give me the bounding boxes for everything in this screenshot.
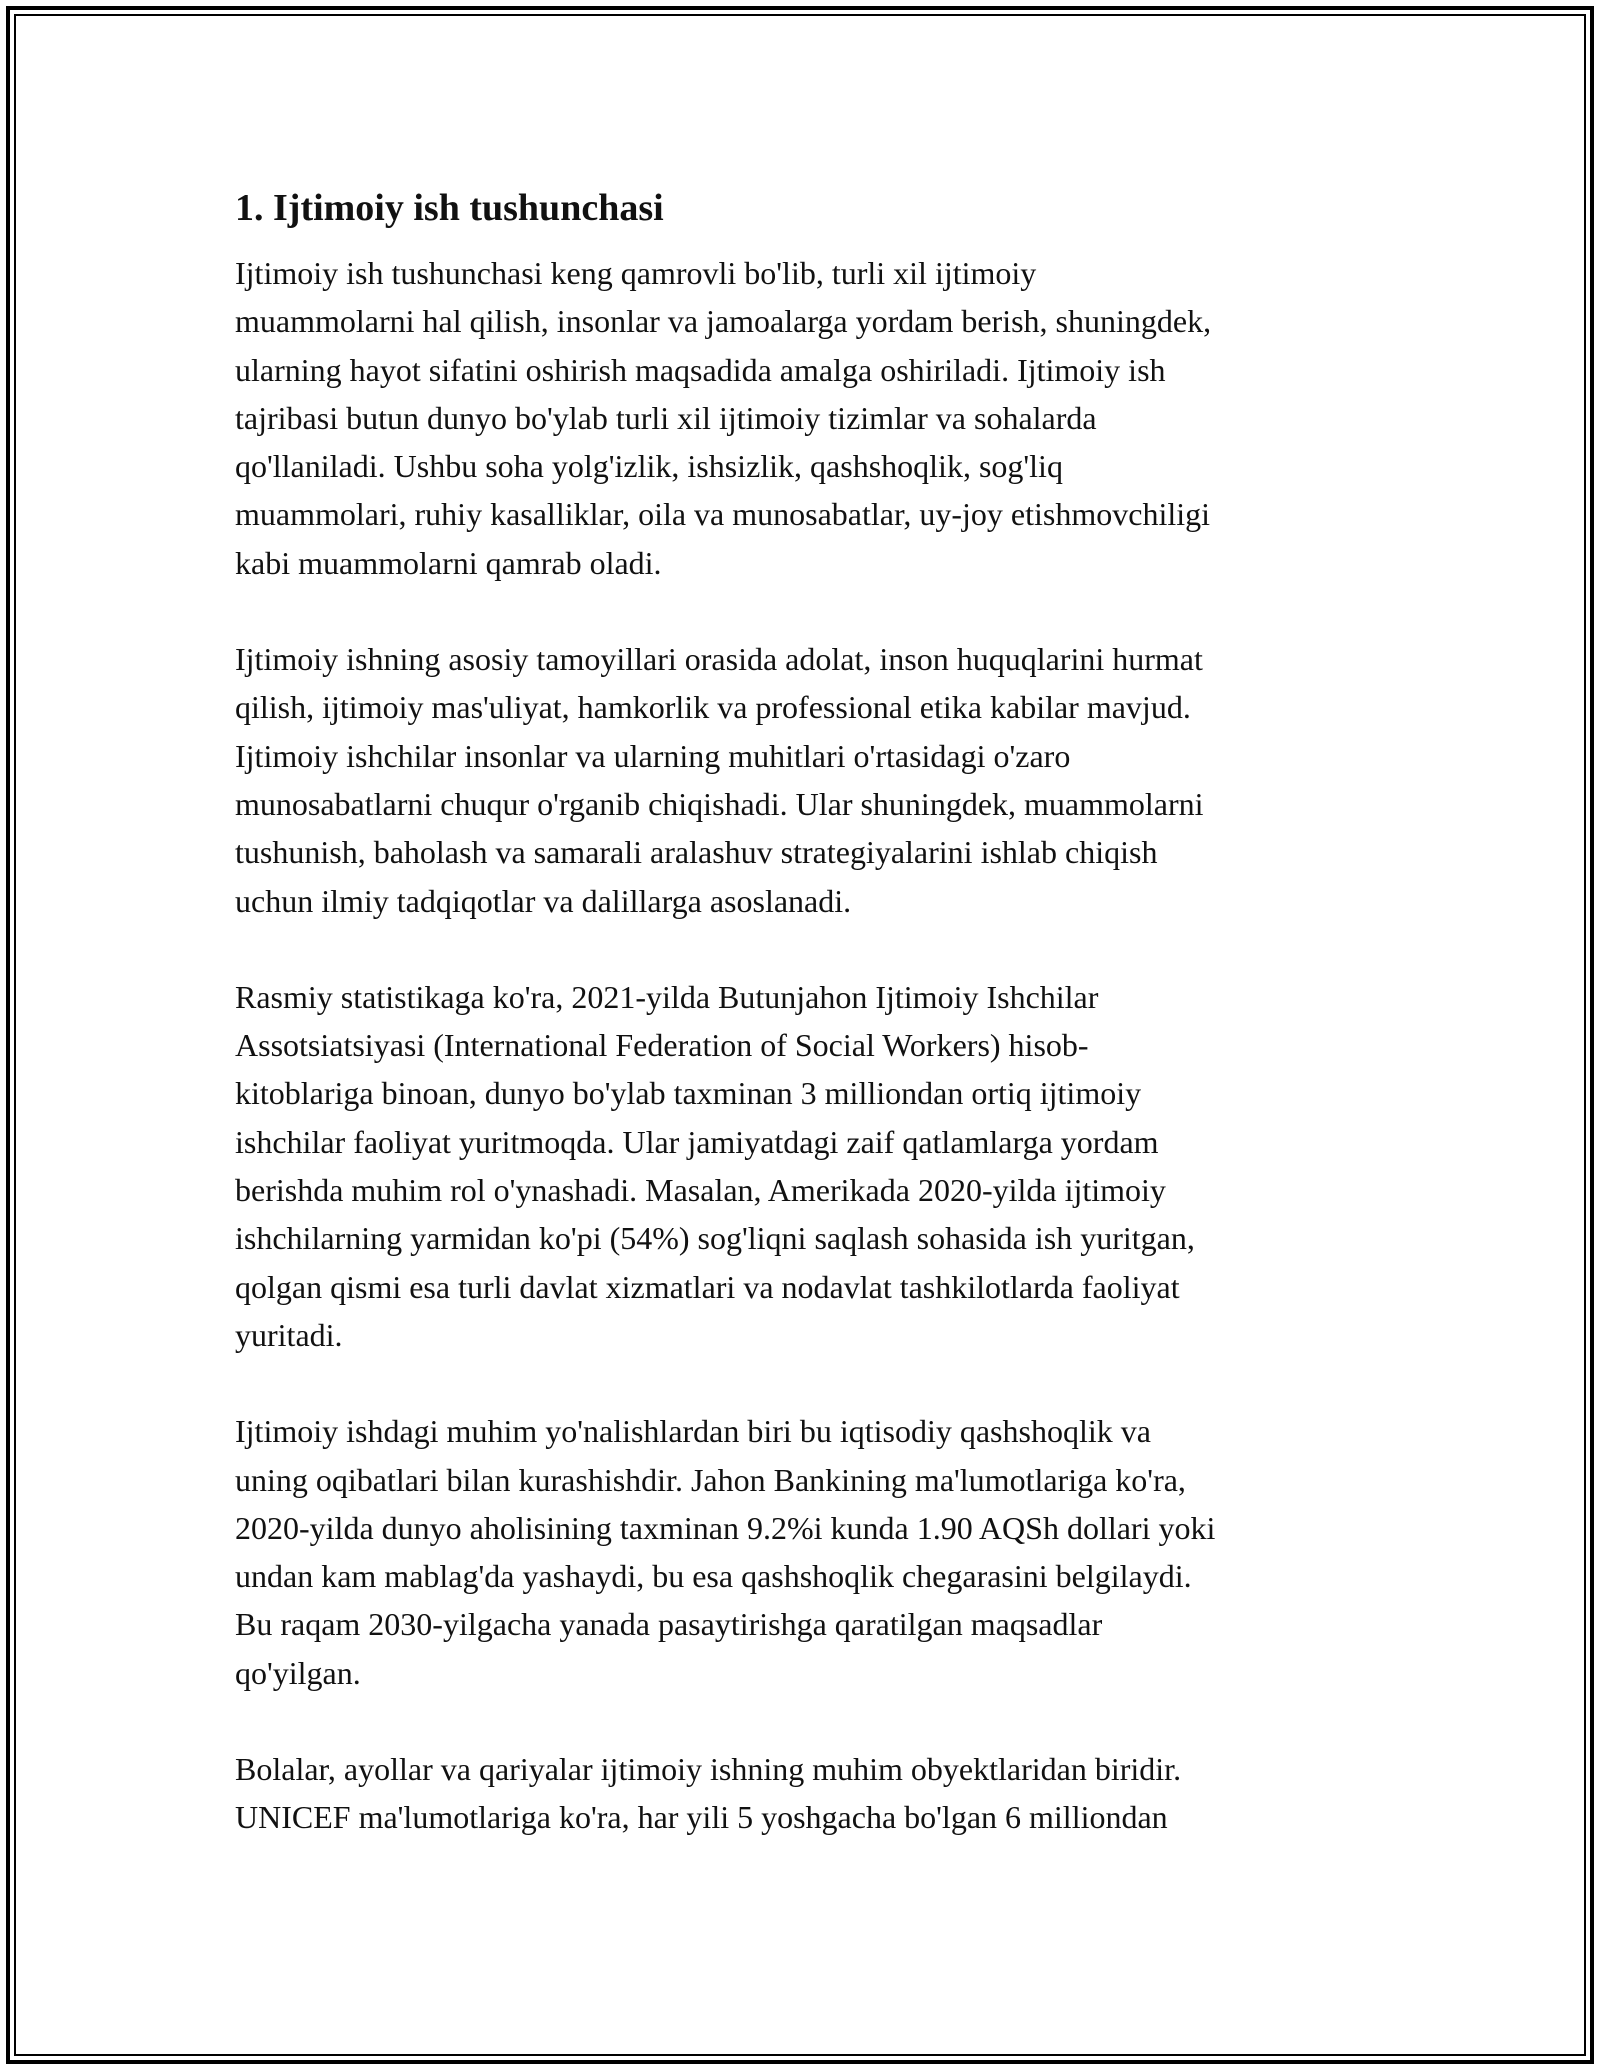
section-title: 1. Ijtimoiy ish tushunchasi — [235, 187, 664, 229]
text-line: Bu raqam 2030-yilgacha yanada pasaytirishga qaratilgan maqsadlar — [235, 1606, 1103, 1643]
paragraph — [235, 249, 1385, 587]
paragraph — [235, 1745, 1385, 1842]
text-line: qo'yilgan. — [235, 1654, 361, 1691]
text-line: Ijtimoiy ishdagi muhim yo'nalishlardan biri bu iqtisodiy qashshoqlik va — [235, 1413, 1151, 1450]
text-line: munosabatlarni chuqur o'rganib chiqishadi. Ular shuningdek, muammolarni — [235, 785, 1204, 822]
text-line: qilish, ijtimoiy mas'uliyat, hamkorlik va professional etika kabilar mavjud. — [235, 689, 1191, 726]
text-line: undan kam mablag'da yashaydi, bu esa qashshoqlik chegarasini belgilaydi. — [235, 1558, 1192, 1595]
text-line: qolgan qismi esa turli davlat xizmatlari va nodavlat tashkilotlarda faoliyat — [235, 1268, 1180, 1305]
text-line: Assotsiatsiyasi (International Federation of Social Workers) hisob- — [235, 1027, 1089, 1064]
text-line: tushunish, baholash va samarali aralashuv strategiyalarini ishlab chiqish — [235, 834, 1158, 871]
text-line: uning oqibatlari bilan kurashishdir. Jahon Bankining ma'lumotlariga ko'ra, — [235, 1461, 1186, 1498]
text-line: muammolarni hal qilish, insonlar va jamoalarga yordam berish, shuningdek, — [235, 303, 1212, 340]
text-line: Ijtimoiy ishning asosiy tamoyillari orasida adolat, inson huquqlarini hurmat — [235, 641, 1203, 678]
text-line: Rasmiy statistikaga ko'ra, 2021-yilda Butunjahon Ijtimoiy Ishchilar — [235, 978, 1099, 1015]
text-line: yuritadi. — [235, 1316, 343, 1353]
text-line: Ijtimoiy ish tushunchasi keng qamrovli bo'lib, turli xil ijtimoiy — [235, 255, 1037, 291]
paragraph — [235, 635, 1385, 925]
text-line: muammolari, ruhiy kasalliklar, oila va munosabatlar, uy-joy etishmovchiligi — [235, 496, 1210, 533]
text-line: 2020-yilda dunyo aholisining taxminan 9.2%i kunda 1.90 AQSh dollari yoki — [235, 1509, 1216, 1546]
text-line: tajribasi butun dunyo bo'ylab turli xil ijtimoiy tizimlar va sohalarda — [235, 399, 1097, 436]
document-body — [235, 185, 1385, 1890]
text-line: ishchilar faoliyat yuritmoqda. Ular jamiyatdagi zaif qatlamlarga yordam — [235, 1123, 1159, 1160]
text-line: berishda muhim rol o'ynashadi. Masalan, Amerikada 2020-yilda ijtimoiy — [235, 1172, 1166, 1209]
text-line: kitoblariga binoan, dunyo bo'ylab taxminan 3 milliondan ortiq ijtimoiy — [235, 1075, 1142, 1112]
text-line: Bolalar, ayollar va qariyalar ijtimoiy ishning muhim obyektlaridan biridir. — [235, 1751, 1182, 1788]
text-line: ularning hayot sifatini oshirish maqsadida amalga oshiriladi. Ijtimoiy ish — [235, 351, 1166, 388]
text-line: ishchilarning yarmidan ko'pi (54%) sog'liqni saqlash sohasida ish yuritgan, — [235, 1220, 1195, 1257]
text-line: UNICEF ma'lumotlariga ko'ra, har yili 5 yoshgacha bo'lgan 6 milliondan — [235, 1799, 1168, 1836]
text-line: kabi muammolarni qamrab oladi. — [235, 544, 662, 581]
text-line: qo'llaniladi. Ushbu soha yolg'izlik, ishsizlik, qashshoqlik, sog'liq — [235, 448, 1063, 485]
paragraph — [235, 1407, 1385, 1697]
text-line: Ijtimoiy ishchilar insonlar va ularning muhitlari o'rtasidagi o'zaro — [235, 737, 1071, 774]
text-line: uchun ilmiy tadqiqotlar va dalillarga asoslanadi. — [235, 882, 852, 919]
paragraph — [235, 973, 1385, 1359]
